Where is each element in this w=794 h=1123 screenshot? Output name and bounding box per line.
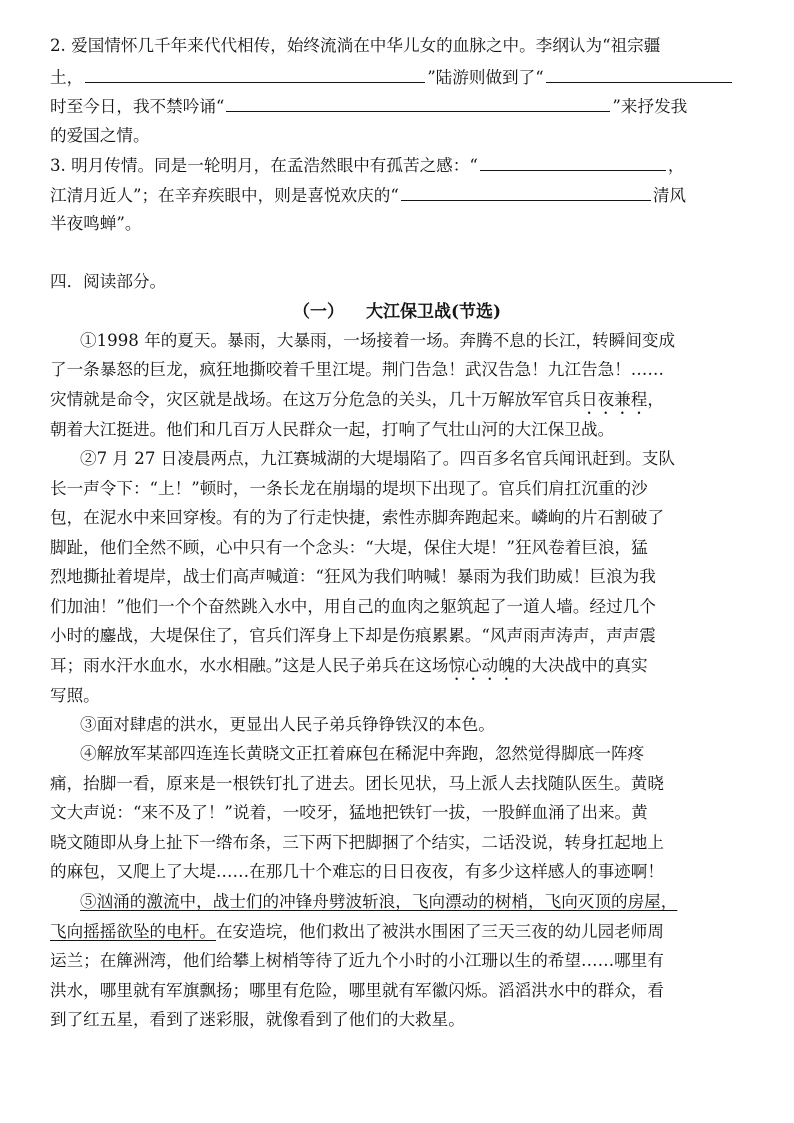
p1-emphasis-word: 日夜兼程 <box>581 390 648 409</box>
p1-text-b: ， <box>647 390 664 409</box>
q2-blank-3[interactable] <box>226 95 610 112</box>
section-heading: 四．阅读部分。 <box>50 272 167 291</box>
q2-line-3 <box>50 95 750 119</box>
p2-line-7: 小时的鏖战，大堤保住了，官兵们浑身上下却是伤痕累累。“风声雨声涛声，声声震 <box>50 626 656 645</box>
q2-blank-2[interactable] <box>546 66 732 83</box>
q2-line-4: 的爱国之情。 <box>50 126 150 145</box>
q3-line-1 <box>50 154 750 178</box>
q3-blank-1[interactable] <box>480 154 666 171</box>
passage-title-text: 大江保卫战(节选) <box>365 302 502 322</box>
p1-text-a: 灾情就是命令，灾区就是战场。在这万分危急的关头，几十万解放军官兵 <box>50 390 581 409</box>
q2-text-c: 时至今日，我不禁吟诵“ <box>50 97 225 116</box>
p5-line-1: ⑤汹涌的激流中，战士们的冲锋舟劈波斩浪，飞向漂动的树梢，飞向灭顶的房屋， <box>80 892 678 911</box>
p2-line-8 <box>50 654 750 684</box>
p2-line-9: 写照。 <box>50 686 100 705</box>
q2-text-b: ”陆游则做到了“ <box>427 68 544 87</box>
q3-line-2 <box>50 184 750 208</box>
p3-line-1: ③面对肆虐的洪水，更显出人民子弟兵铮铮铁汉的本色。 <box>80 715 495 734</box>
p5-line-2 <box>50 920 750 944</box>
p1-line-2: 了一条暴怒的巨龙，疯狂地撕咬着千里江堤。荆门告急！武汉告急！九江告急！…… <box>50 360 664 379</box>
passage-title-number: （一） <box>292 302 344 322</box>
p2-text-a: 耳；雨水汗水血水，水水相融。”这是人民子弟兵在这场 <box>50 656 449 675</box>
q2-text-a: 土， <box>50 68 84 87</box>
p1-line-3 <box>50 388 750 418</box>
p4-line-2: 痛，抬脚一看，原来是一根铁钉扎了进去。团长见状，马上派人去找随队医生。黄晓 <box>50 774 664 793</box>
p2-line-3: 包，在泥水中来回穿梭。有的为了行走快捷，索性赤脚奔跑起来。嶙峋的片石割破了 <box>50 508 664 527</box>
q3-line-3: 半夜鸣蝉”。 <box>50 214 142 233</box>
q2-text-d: ”来抒发我 <box>612 97 688 116</box>
p1-line-1: ①1998 年的夏天。暴雨，大暴雨，一场接着一场。奔腾不息的长江，转瞬间变成 <box>80 331 676 350</box>
p4-line-4: 晓文随即从身上扯下一绺布条，三下两下把脚捆了个结实，二话没说，转身扛起地上 <box>50 833 664 852</box>
p5-underlined-text: 飞向摇摇欲坠的电杆。 <box>50 922 216 941</box>
p5-text-b: 在安造垸，他们救出了被洪水围困了三天三夜的幼儿园老师周 <box>215 922 664 941</box>
passage-title <box>0 300 794 324</box>
p5-line-4: 洪水，哪里就有军旗飘扬；哪里有危险，哪里就有军徽闪烁。滔滔洪水中的群众，看 <box>50 981 664 1000</box>
q2-line-1: 2. 爱国情怀几千年来代代相传，始终流淌在中华儿女的血脉之中。李纲认为“祖宗疆 <box>50 36 661 55</box>
p5-line-3: 运兰；在簰洲湾，他们给攀上树梢等待了近九个小时的小江珊以生的希望……哪里有 <box>50 951 664 970</box>
q3-text-a: 3. 明月传情。同是一轮明月，在孟浩然眼中有孤苦之感：“ <box>50 156 478 175</box>
p5-line-5: 到了红五星，看到了迷彩服，就像看到了他们的大救星。 <box>50 1010 465 1029</box>
q3-blank-2[interactable] <box>401 184 651 201</box>
p4-line-1: ④解放军某部四连连长黄晓文正扛着麻包在稀泥中奔跑，忽然觉得脚底一阵疼 <box>80 744 645 763</box>
q3-text-c: 江清月近人”；在辛弃疾眼中，则是喜悦欢庆的“ <box>50 186 399 205</box>
p4-line-3: 文大声说：“来不及了！”说着，一咬牙，猛地把铁钉一拔，一股鲜血涌了出来。黄 <box>50 803 648 822</box>
p4-line-5: 的麻包，又爬上了大堤……在那几十个难忘的日日夜夜，有多少这样感人的事迹啊！ <box>50 862 664 881</box>
p2-line-4: 脚趾，他们全然不顾，心中只有一个念头：“大堤，保住大堤！”狂风卷着巨浪，猛 <box>50 538 648 557</box>
p2-text-b: 的大决战中的真实 <box>514 656 648 675</box>
p2-line-6: 们加油！”他们一个个奋然跳入水中，用自己的血肉之躯筑起了一道人墙。经过几个 <box>50 597 656 616</box>
p2-line-1: ②7 月 27 日凌晨两点，九江赛城湖的大堤塌陷了。四百多名官兵闻讯赶到。支队 <box>80 449 676 468</box>
q3-text-d: 清风 <box>652 186 687 205</box>
p2-emphasis-word: 惊心动魄 <box>448 656 515 675</box>
p1-line-4: 朝着大江挺进。他们和几百万人民群众一起，打响了气壮山河的大江保卫战。 <box>50 420 615 439</box>
p2-line-5: 烈地撕扯着堤岸，战士们高声喊道：“狂风为我们呐喊！暴雨为我们助威！巨浪为我 <box>50 567 656 586</box>
q3-text-b: ， <box>667 156 685 175</box>
q2-blank-1[interactable] <box>85 66 425 83</box>
p2-line-2: 长一声令下：“上！”顿时，一条长龙在崩塌的堤坝下出现了。官兵们肩扛沉重的沙 <box>50 479 648 498</box>
q2-line-2 <box>50 66 750 90</box>
